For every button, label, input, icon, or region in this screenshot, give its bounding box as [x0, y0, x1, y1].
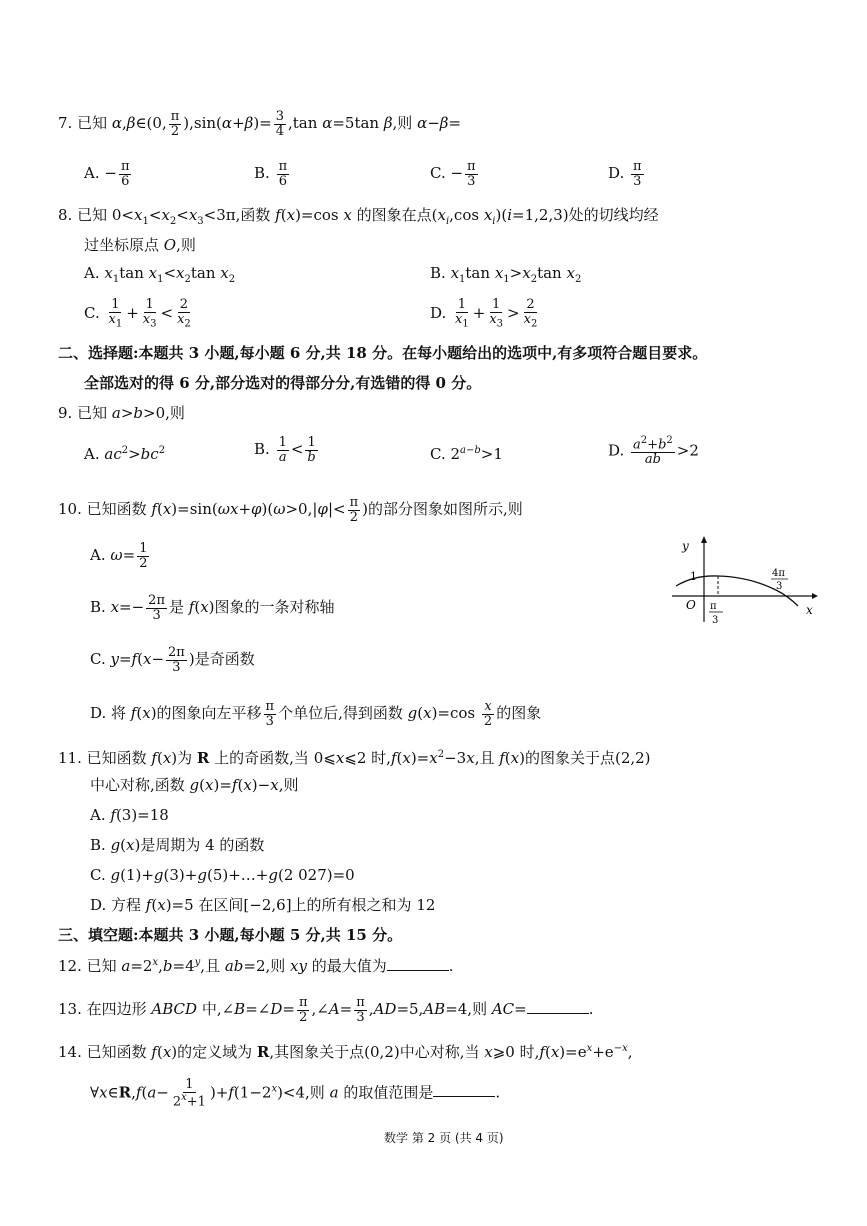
section2-title: 二、选择题:本题共 3 小题,每小题 6 分,共 18 分。在每小题给出的选项中,有多项符合题目要求。: [58, 344, 708, 362]
q10-function-graph: [670, 534, 820, 626]
q8-option-b: B. $x_1\tan$ $x_1>x_2\tan$ $x_2$: [430, 264, 582, 285]
q8-option-d: D. $\frac{1}{x_1}$ + $\frac{1}{x_3}$ > $\frac{2}{x_2}$: [430, 297, 538, 330]
q9-option-d: D. $\frac{a^2+b^2}{ab}$ >2: [608, 435, 699, 467]
section3-title: 三、填空题:本题共 3 小题,每小题 5 分,共 15 分。: [58, 926, 403, 944]
q9-option-b: B. $\frac{1}{a}$ < $\frac{1}{b}$: [254, 435, 316, 465]
graph-origin-label: O: [686, 598, 696, 612]
q10-stem: 10. 已知函数 f(x)=sin(ωx+φ)(ω>0,|φ|< $\frac{\pi}{2}$ )的部分图象如图所示,则: [58, 495, 523, 525]
graph-y-label: y: [682, 539, 689, 553]
graph-one-label: 1: [690, 570, 697, 583]
graph-x-label: x: [806, 603, 813, 617]
section2-title-2: 全部选对的得 6 分,部分选对的得部分分,有选错的得 0 分。: [84, 374, 482, 392]
q11-option-a: A. f(3)=18: [90, 806, 169, 824]
q7-option-c: C. − $\frac{\pi}{3}$: [430, 159, 476, 189]
q7-option-b: B. $\frac{\pi}{6}$: [254, 159, 288, 189]
q7-option-d: D. $\frac{\pi}{3}$: [608, 159, 642, 189]
q11-stem-2: 中心对称,函数 g(x)=f(x)−x,则: [90, 776, 299, 794]
q11-option-b: B. g(x)是周期为 4 的函数: [90, 836, 265, 854]
q9-option-c: C. $2^{a-b}>1$: [430, 445, 503, 463]
graph-tick-pi-3: π: [710, 601, 717, 612]
svg-text:3: 3: [776, 581, 783, 592]
q10-option-d: D. 将 f(x)的图象向左平移 $\frac{\pi}{3}$ 个单位后,得到函数 g(x)=cos $\frac{x}{2}$ 的图象: [90, 699, 542, 729]
y-axis-arrow: [701, 536, 707, 543]
q12-answer-blank[interactable]: [387, 958, 449, 971]
q10-option-b: B. x=− $\frac{2\pi}{3}$ 是 f(x)图象的一条对称轴: [90, 593, 335, 623]
q14-answer-blank[interactable]: [433, 1084, 495, 1097]
q9-stem: 9. 已知 a>b>0,则: [58, 404, 185, 422]
q8-option-a: A. $x_1\tan$ $x_1<x_2\tan$ $x_2$: [84, 264, 236, 285]
q14-stem-2: ∀x∈R,f(a− $\frac{1}{2^x+1}$ )$+f(1-2^x)<4$,则 a 的取值范围是 .: [90, 1077, 501, 1109]
q8-option-c: C. $\frac{1}{x_1}$ + $\frac{1}{x_3}$ < $\frac{2}{x_2}$: [84, 297, 191, 330]
q10-option-c: C. y=f(x− $\frac{2\pi}{3}$ )是奇函数: [90, 645, 255, 675]
q12-stem: 12. 已知 $a=2^x,b=4^y$,且 ab=2,则 xy 的最大值为 .: [58, 957, 454, 975]
graph-tick-4pi-3: 4π: [772, 568, 785, 579]
svg-text:3: 3: [712, 615, 719, 626]
q8-stem-2: 过坐标原点 O,则: [84, 236, 196, 254]
page-footer: 数学 第 2 页 (共 4 页): [384, 1131, 504, 1145]
q7-option-a: A. − $\frac{\pi}{6}$: [84, 159, 130, 189]
q13-answer-blank[interactable]: [527, 1001, 589, 1014]
q10-option-a: A. ω= $\frac{1}{2}$: [90, 541, 148, 571]
q14-stem: 14. 已知函数 f(x)的定义域为 R,其图象关于点(0,2)中心对称,当 x⩾0 时$,f(x)=e^x+e^{-x}$,: [58, 1043, 633, 1061]
x-axis-arrow: [812, 593, 818, 599]
q11-option-c: C. g(1)+g(3)+g(5)+…+g(2 027)=0: [90, 866, 355, 884]
q7-stem: 7. 已知 α,β∈(0, $\frac{\pi}{2}$ ),sin(α+β)= $\frac{3}{4}$ ,tan α=5tan β,则 α−β=: [58, 109, 462, 139]
q13-stem: 13. 在四边形 ABCD 中,∠B=∠D= $\frac{\pi}{2}$ ,∠A= $\frac{\pi}{3}$ ,AD=5,AB=4,则 AC= .: [58, 995, 594, 1025]
q11-option-d: D. 方程 f(x)=5 在区间[−2,6]上的所有根之和为 12: [90, 896, 436, 914]
q11-stem: 11. 已知函数 f(x)为 R 上的奇函数,当 0⩽x⩽2 时$,f(x)=x^2-3x$,且 f(x)的图象关于点(2,2): [58, 749, 651, 767]
q9-option-a: A. $ac^2>bc^2$: [84, 445, 166, 463]
q8-stem: 8. 已知 $0<x_1<x_2<x_3<3\pi$,函数 f(x)=cos x 的图象在点($x_i,\cos$ $x_i)(i=1,2,3)$处的切线均经: [58, 206, 659, 227]
